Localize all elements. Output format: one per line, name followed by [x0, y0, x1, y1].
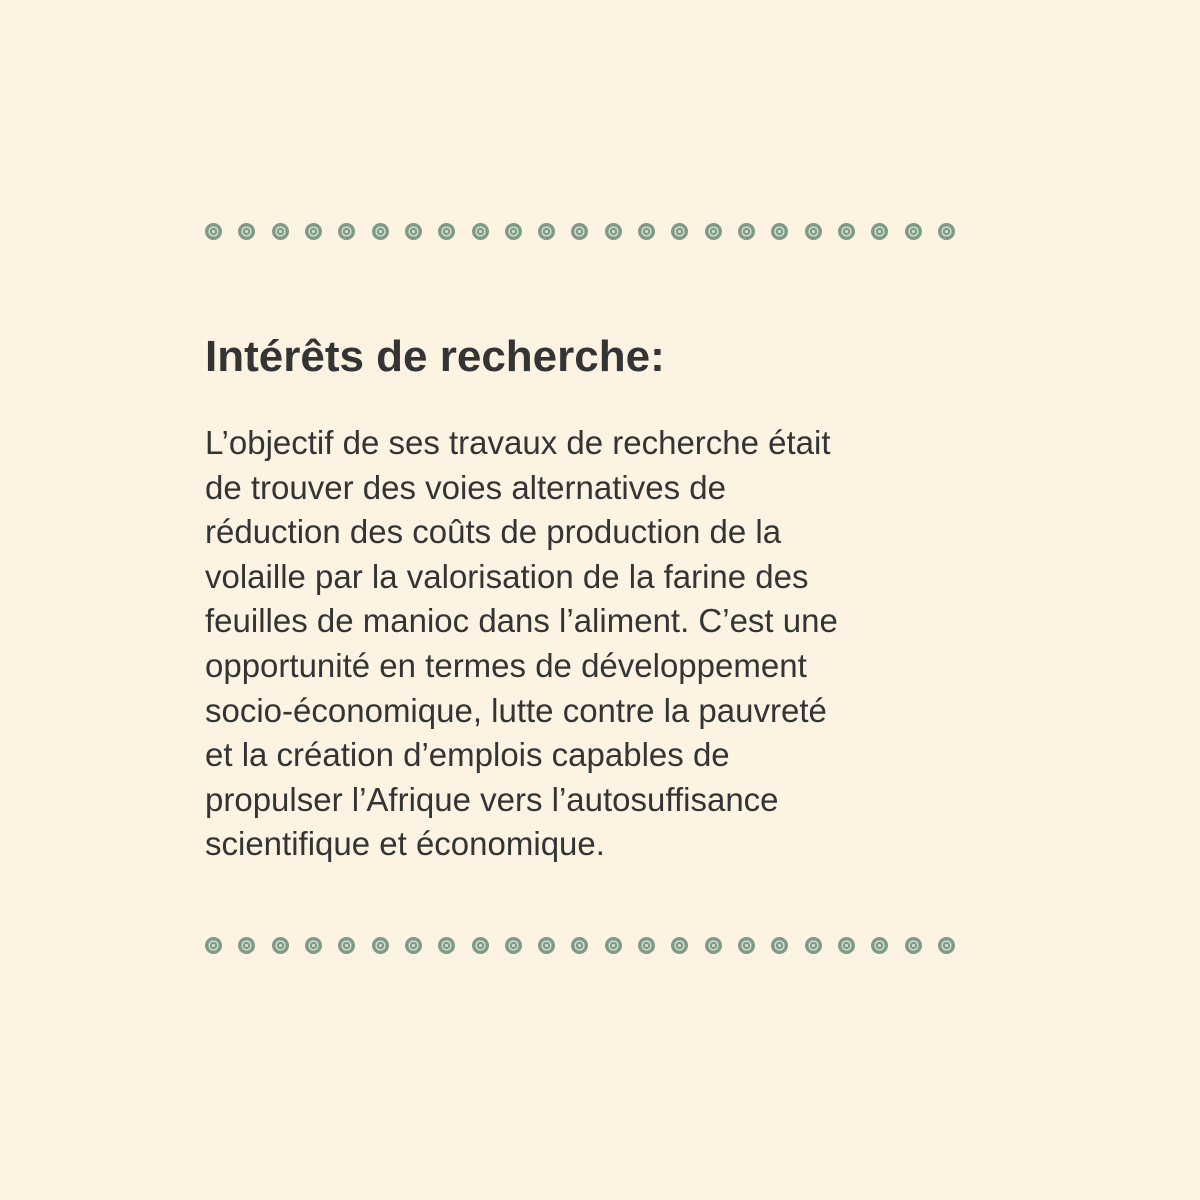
concentric-circle-icon	[738, 937, 755, 954]
section-title: Intérêts de recherche:	[205, 332, 665, 381]
concentric-circle-icon	[705, 937, 722, 954]
concentric-circle-icon	[571, 937, 588, 954]
concentric-circle-icon	[205, 937, 222, 954]
concentric-circle-icon	[405, 937, 422, 954]
concentric-circle-icon	[938, 223, 955, 240]
concentric-circle-icon	[638, 223, 655, 240]
concentric-circle-icon	[372, 937, 389, 954]
concentric-circle-icon	[272, 223, 289, 240]
body-text	[205, 421, 1005, 867]
concentric-circle-icon	[472, 937, 489, 954]
concentric-circle-icon	[938, 937, 955, 954]
concentric-circle-icon	[505, 223, 522, 240]
concentric-circle-icon	[538, 937, 555, 954]
concentric-circle-icon	[638, 937, 655, 954]
concentric-circle-icon	[605, 937, 622, 954]
body-line: opportunité en termes de développement	[205, 646, 807, 684]
concentric-circle-icon	[438, 937, 455, 954]
concentric-circle-icon	[405, 223, 422, 240]
concentric-circle-icon	[305, 223, 322, 240]
concentric-circle-icon	[505, 937, 522, 954]
concentric-circle-icon	[871, 937, 888, 954]
concentric-circle-icon	[671, 937, 688, 954]
body-line: feuilles de manioc dans l’aliment. C’est une	[205, 602, 838, 640]
top-dot-divider	[205, 220, 955, 242]
body-line: et la création d’emplois capables de	[205, 736, 730, 774]
concentric-circle-icon	[905, 937, 922, 954]
concentric-circle-icon	[338, 937, 355, 954]
body-line: propulser l’Afrique vers l’autosuffisance	[205, 780, 779, 818]
concentric-circle-icon	[705, 223, 722, 240]
concentric-circle-icon	[571, 223, 588, 240]
bottom-dot-divider	[205, 934, 955, 956]
concentric-circle-icon	[605, 223, 622, 240]
concentric-circle-icon	[805, 937, 822, 954]
concentric-circle-icon	[272, 937, 289, 954]
body-line: L’objectif de ses travaux de recherche était	[205, 424, 831, 461]
concentric-circle-icon	[905, 223, 922, 240]
concentric-circle-icon	[205, 223, 222, 240]
concentric-circle-icon	[472, 223, 489, 240]
concentric-circle-icon	[838, 937, 855, 954]
concentric-circle-icon	[771, 223, 788, 240]
body-line: scientifique et économique.	[205, 825, 605, 863]
body-line: socio-économique, lutte contre la pauvreté	[205, 691, 827, 729]
body-line: volaille par la valorisation de la farine des	[205, 557, 809, 595]
concentric-circle-icon	[671, 223, 688, 240]
concentric-circle-icon	[771, 937, 788, 954]
concentric-circle-icon	[538, 223, 555, 240]
concentric-circle-icon	[438, 223, 455, 240]
concentric-circle-icon	[305, 937, 322, 954]
concentric-circle-icon	[738, 223, 755, 240]
body-line: de trouver des voies alternatives de	[205, 468, 726, 506]
concentric-circle-icon	[871, 223, 888, 240]
concentric-circle-icon	[338, 223, 355, 240]
body-line: réduction des coûts de production de la	[205, 513, 782, 551]
concentric-circle-icon	[238, 937, 255, 954]
concentric-circle-icon	[372, 223, 389, 240]
concentric-circle-icon	[838, 223, 855, 240]
concentric-circle-icon	[238, 223, 255, 240]
concentric-circle-icon	[805, 223, 822, 240]
